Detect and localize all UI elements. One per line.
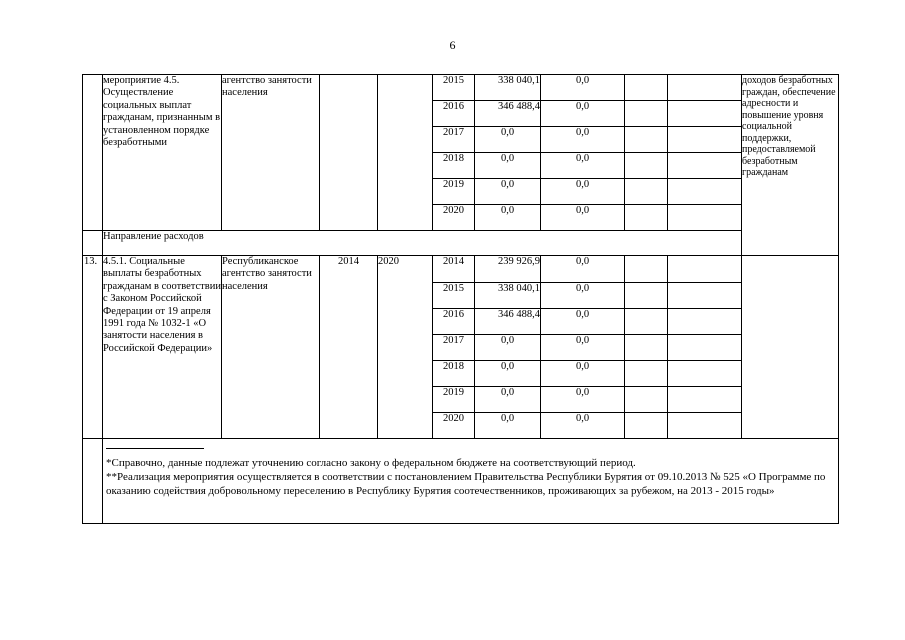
year-cell: 2020	[433, 205, 475, 231]
row-number-cell	[83, 439, 103, 524]
row-number-cell	[83, 75, 103, 231]
federal-amount: 0,0	[541, 101, 625, 127]
federal-amount: 0,0	[541, 205, 625, 231]
measure-name: 4.5.1. Социальные выплаты безработных гражданам в соответствии с Законом Российской Федерации от 19 апреля 1991 года № 1032-1 «О занятости населения в Российской Федерации»	[103, 256, 222, 439]
program-table	[82, 74, 839, 524]
empty-cell	[625, 361, 668, 387]
executor: Республиканское агентство занятости населения	[222, 256, 320, 439]
empty-cell	[625, 283, 668, 309]
empty-cell	[668, 361, 742, 387]
empty-cell	[668, 101, 742, 127]
start-year-cell	[320, 75, 378, 231]
year-cell: 2016	[433, 101, 475, 127]
empty-cell	[625, 179, 668, 205]
row-number-cell	[83, 231, 103, 256]
page-number: 6	[449, 38, 456, 52]
empty-cell	[668, 413, 742, 439]
empty-cell	[668, 205, 742, 231]
empty-cell	[668, 256, 742, 283]
total-amount: 0,0	[475, 153, 541, 179]
year-cell: 2015	[433, 283, 475, 309]
empty-cell	[625, 127, 668, 153]
year-cell: 2018	[433, 361, 475, 387]
federal-amount: 0,0	[541, 335, 625, 361]
year-cell: 2014	[433, 256, 475, 283]
year-cell: 2016	[433, 309, 475, 335]
federal-amount: 0,0	[541, 127, 625, 153]
empty-cell	[668, 283, 742, 309]
row-number: 13.	[83, 256, 103, 439]
total-amount: 239 926,9	[475, 256, 541, 283]
executor: агентство занятости населения	[222, 75, 320, 231]
start-year: 2014	[320, 256, 378, 439]
table-row	[83, 75, 839, 101]
federal-amount: 0,0	[541, 361, 625, 387]
footnote-1: *Справочно, данные подлежат уточнению согласно закону о федеральном бюджете на соответствующий период.	[106, 457, 636, 469]
footnotes	[103, 456, 838, 500]
empty-cell	[668, 153, 742, 179]
year-cell: 2018	[433, 153, 475, 179]
empty-cell	[668, 335, 742, 361]
total-amount: 0,0	[475, 361, 541, 387]
table-row	[83, 231, 839, 256]
federal-amount: 0,0	[541, 413, 625, 439]
expected-result: доходов безработных граждан, обеспечение адресности и повышение уровня социальной поддержки, предоставляемой безработным гражданам	[742, 75, 839, 256]
total-amount: 0,0	[475, 335, 541, 361]
federal-amount: 0,0	[541, 309, 625, 335]
total-amount: 346 488,4	[475, 309, 541, 335]
year-cell: 2019	[433, 179, 475, 205]
federal-amount: 0,0	[541, 256, 625, 283]
footnote-2: **Реализация мероприятия осуществляется в соответствии с постановлением Правительства Республики Бурятия от 09.10.2013 № 525 «О Программе по оказанию содействия добровольному переселению в Республику Бурятия соотечественников, проживающих за рубежом, на 2013 - 2015 годы»	[106, 471, 826, 498]
federal-amount: 0,0	[541, 283, 625, 309]
year-cell: 2019	[433, 387, 475, 413]
end-year-cell	[378, 75, 433, 231]
year-cell: 2020	[433, 413, 475, 439]
empty-cell	[625, 387, 668, 413]
empty-cell	[625, 75, 668, 101]
empty-cell	[668, 387, 742, 413]
total-amount: 0,0	[475, 179, 541, 205]
total-amount: 0,0	[475, 127, 541, 153]
empty-cell	[625, 335, 668, 361]
empty-cell	[625, 413, 668, 439]
empty-cell	[625, 101, 668, 127]
measure-name: мероприятие 4.5. Осуществление социальных выплат гражданам, признанным в установленном порядке безработными	[103, 75, 222, 231]
empty-cell	[625, 256, 668, 283]
federal-amount: 0,0	[541, 179, 625, 205]
federal-amount: 0,0	[541, 153, 625, 179]
total-amount: 0,0	[475, 387, 541, 413]
year-cell: 2017	[433, 127, 475, 153]
empty-cell	[668, 179, 742, 205]
footnote-divider	[106, 448, 204, 449]
federal-amount: 0,0	[541, 387, 625, 413]
empty-cell	[668, 309, 742, 335]
empty-cell	[625, 205, 668, 231]
footnotes-cell	[103, 439, 839, 524]
table-row	[83, 439, 839, 524]
total-amount: 338 040,1	[475, 75, 541, 101]
empty-cell	[668, 75, 742, 101]
total-amount: 0,0	[475, 205, 541, 231]
year-cell: 2017	[433, 335, 475, 361]
direction-label: Направление расходов	[103, 231, 742, 256]
empty-cell	[625, 309, 668, 335]
result-cell	[742, 256, 839, 439]
empty-cell	[625, 153, 668, 179]
year-cell: 2015	[433, 75, 475, 101]
empty-cell	[668, 127, 742, 153]
total-amount: 346 488,4	[475, 101, 541, 127]
table-row	[83, 256, 839, 283]
federal-amount: 0,0	[541, 75, 625, 101]
total-amount: 0,0	[475, 413, 541, 439]
total-amount: 338 040,1	[475, 283, 541, 309]
end-year: 2020	[378, 256, 433, 439]
